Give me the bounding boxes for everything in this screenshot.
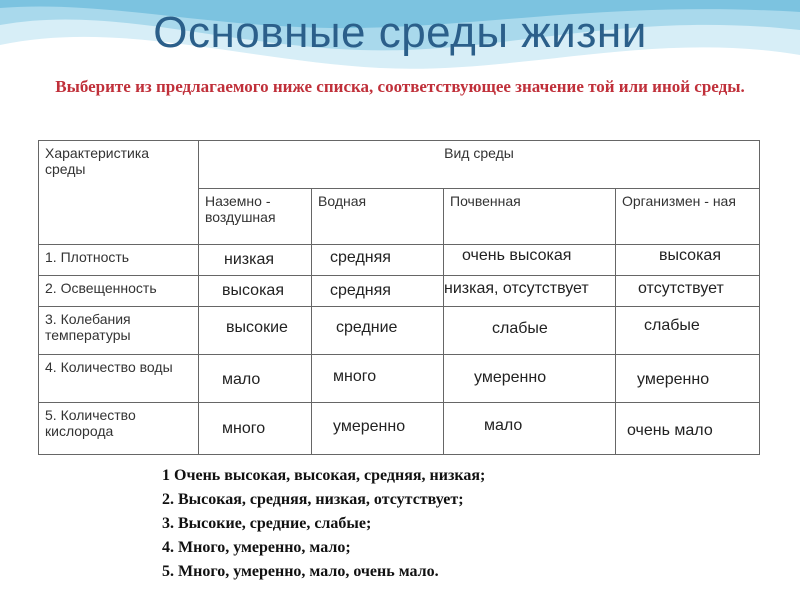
answer-option: 1 Очень высокая, высокая, средняя, низкая; — [162, 467, 486, 484]
value-cell: высокая — [659, 247, 721, 264]
table-row — [39, 403, 760, 455]
value-cell: высокие — [226, 319, 288, 336]
value-cell: мало — [484, 417, 523, 434]
table-row — [39, 307, 760, 355]
value-cell: высокая — [222, 282, 284, 299]
answer-options-list — [162, 464, 485, 584]
value-cell: умеренно — [637, 371, 710, 388]
column-header-water: Водная — [312, 189, 444, 245]
column-header-organism: Организмен - ная — [616, 189, 760, 245]
value-cell: умеренно — [333, 418, 406, 435]
value-cell: много — [222, 420, 266, 437]
row-label: 2. Освещенность — [39, 276, 199, 307]
answer-option: 3. Высокие, средние, слабые; — [162, 515, 372, 532]
value-cell: много — [333, 368, 377, 385]
answer-option: 4. Много, умеренно, мало; — [162, 539, 351, 556]
value-cell: мало — [222, 371, 261, 388]
row-label: 5. Количество кислорода — [39, 403, 199, 455]
column-header-land-air: Наземно - воздушная — [199, 189, 312, 245]
value-cell: слабые — [644, 317, 700, 334]
value-cell: средняя — [330, 282, 391, 299]
row-label: 1. Плотность — [39, 245, 199, 276]
value-cell: отсутствует — [638, 280, 724, 297]
value-cell: умеренно — [474, 369, 547, 386]
value-cell: средняя — [330, 249, 391, 266]
table-row — [39, 245, 760, 276]
value-cell: низкая, отсутствует — [444, 280, 589, 297]
table-row — [39, 276, 760, 307]
group-header: Вид среды — [199, 141, 760, 189]
value-cell: очень мало — [627, 422, 713, 439]
value-cell: средние — [336, 319, 398, 336]
page-title: Основные среды жизни — [153, 8, 647, 57]
column-header-soil: Почвенная — [444, 189, 616, 245]
row-label: 3. Колебания температуры — [39, 307, 199, 355]
value-cell: слабые — [492, 320, 548, 337]
environments-table — [38, 140, 760, 455]
instruction-text: Выберите из предлагаемого ниже списка, соответствующее значение той или иной среды. — [55, 77, 745, 96]
table-row — [39, 355, 760, 403]
corner-header: Характеристика среды — [39, 141, 199, 245]
answer-option: 2. Высокая, средняя, низкая, отсутствует; — [162, 491, 464, 508]
row-label: 4. Количество воды — [39, 355, 199, 403]
answer-option: 5. Много, умеренно, мало, очень мало. — [162, 563, 439, 580]
value-cell: низкая — [224, 251, 275, 268]
value-cell: очень высокая — [462, 247, 572, 264]
